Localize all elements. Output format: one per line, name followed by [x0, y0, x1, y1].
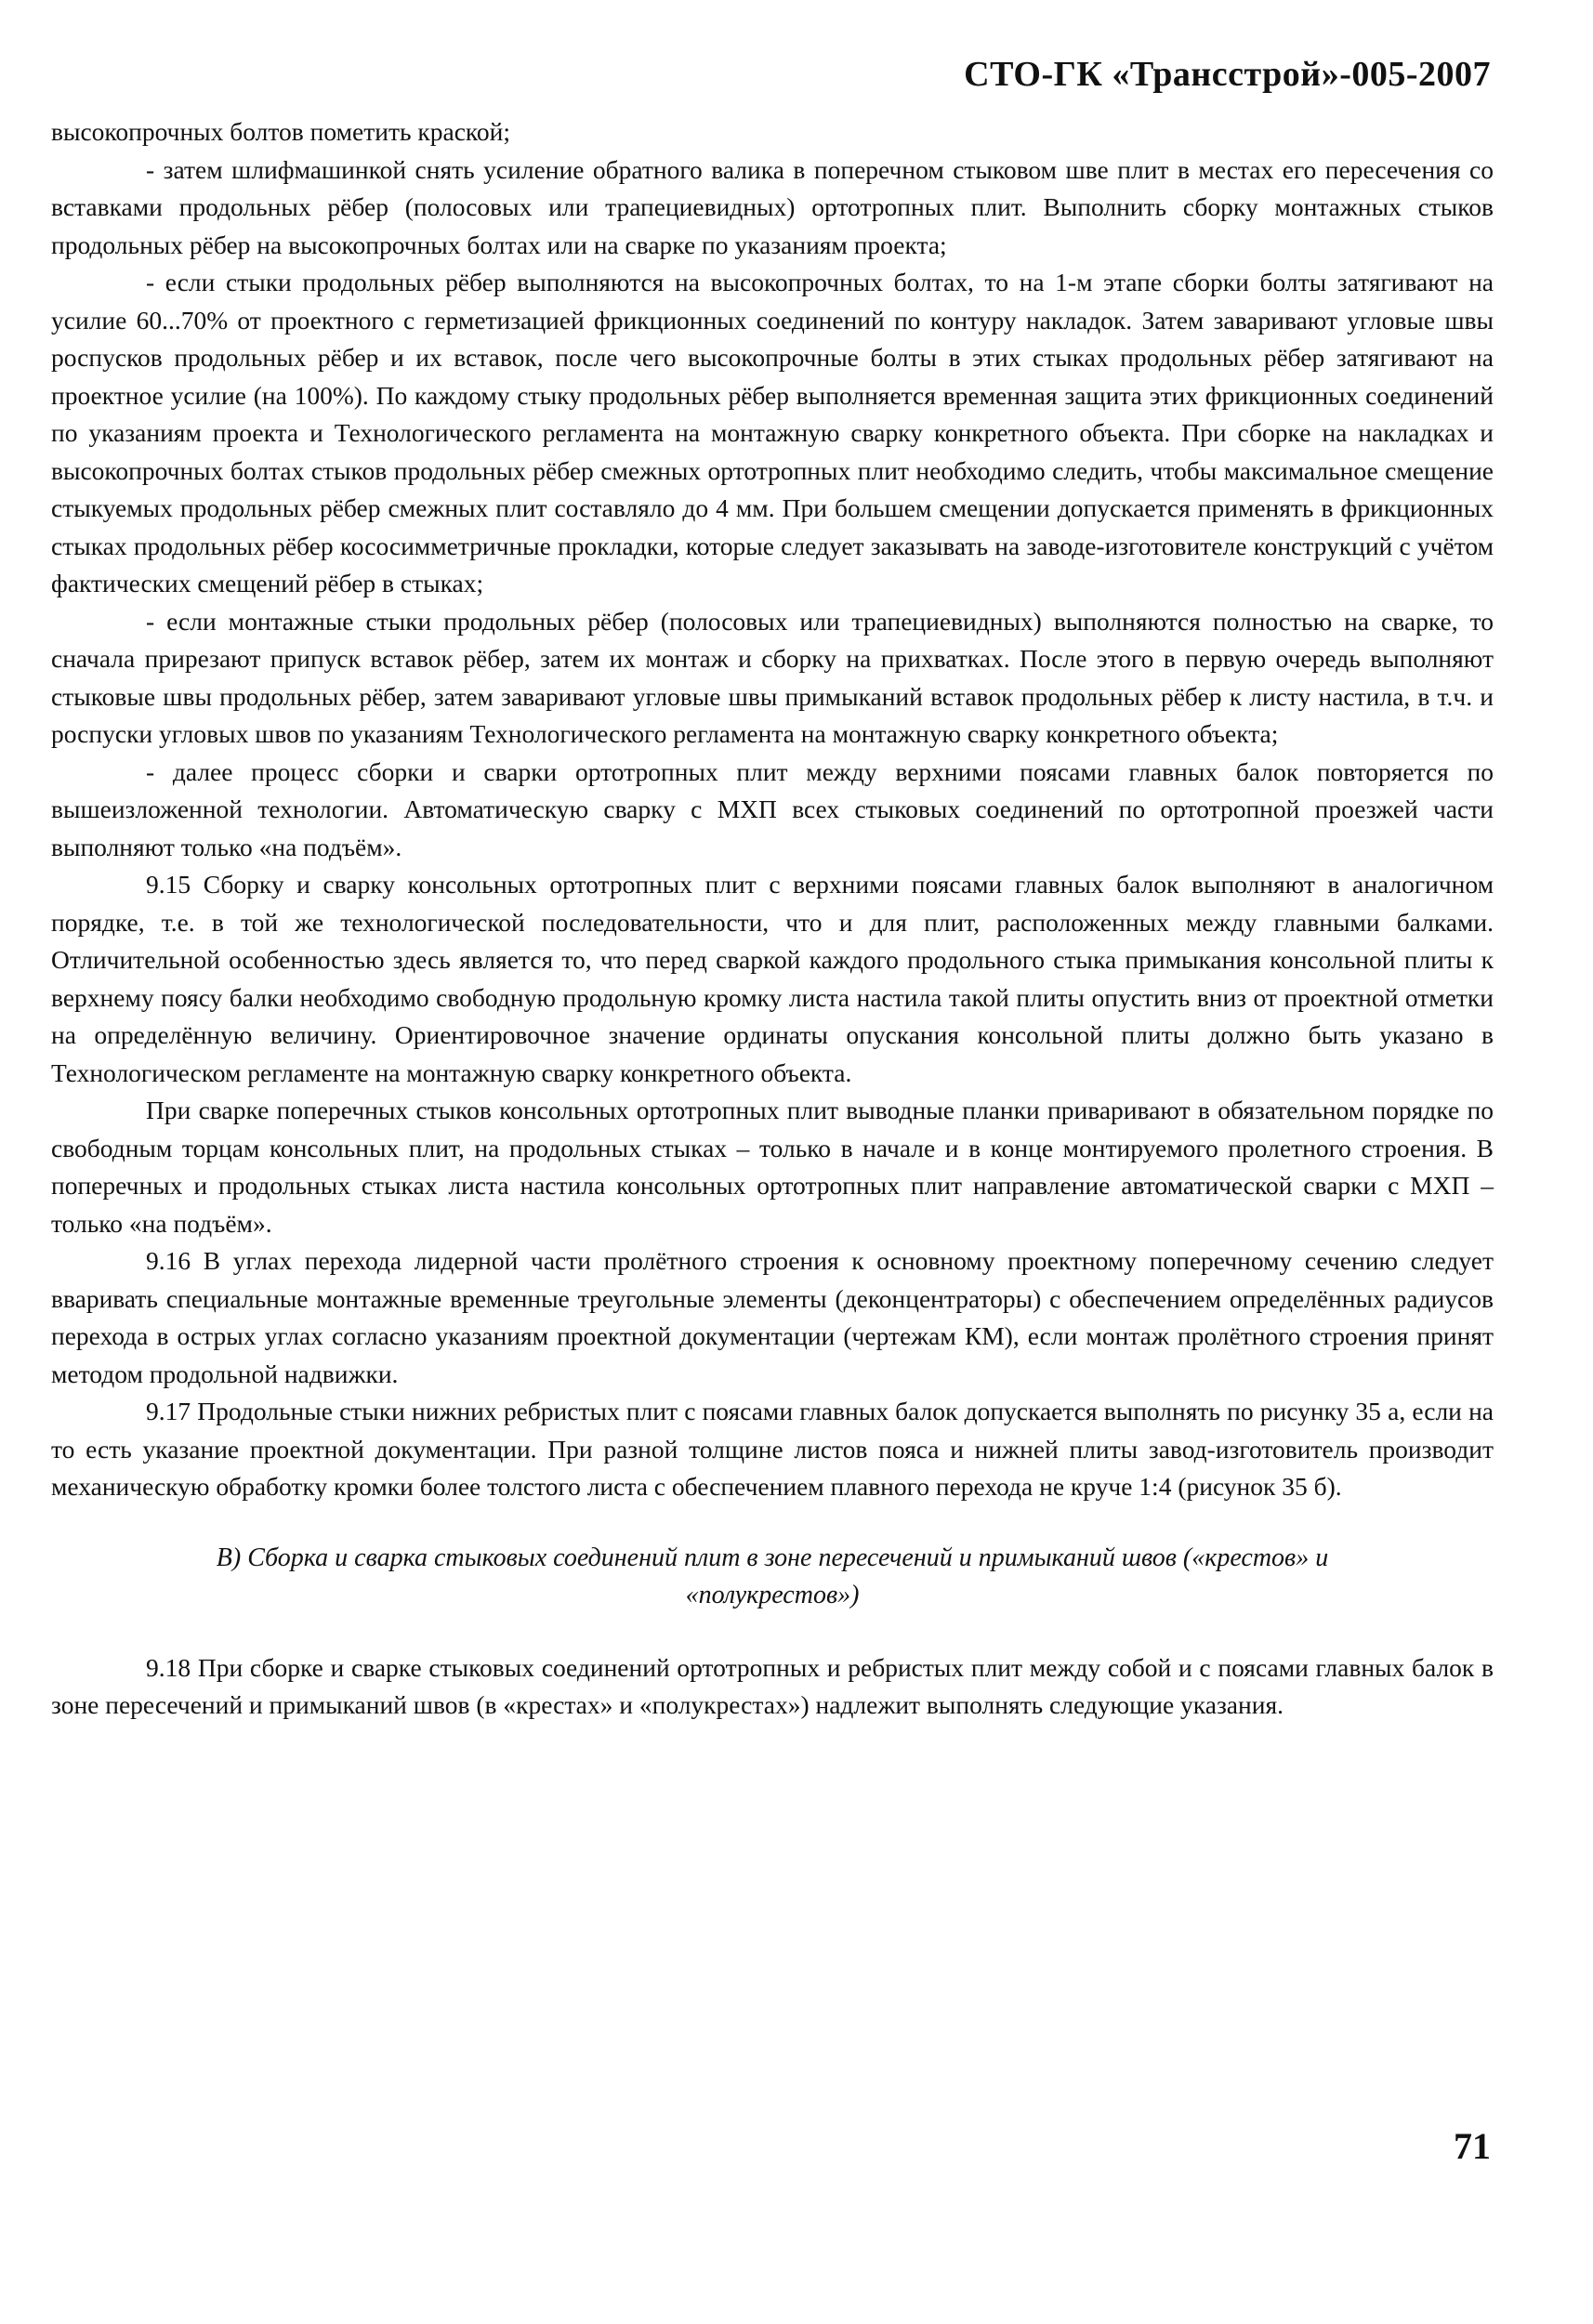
paragraph-9-18: 9.18 При сборке и сварке стыковых соединений ортотропных и ребристых плит между собой и с поясами главных балок в зоне пересечений и примыканий швов (в «крестах» и «полукрестах») надлежит выполнять следующие указания.	[51, 1652, 1494, 1719]
body-text	[51, 113, 1494, 1725]
paragraph-list-item: - если стыки продольных рёбер выполняются на высокопрочных болтах, то на 1-м этапе сборки болты затягивают на усилие 60...70% от проектного с герметизацией фрикционных соединений по контуру накладок. Затем заваривают угловые швы роспусков продольных рёбер и их вставок, после чего высокопрочные болты в этих стыках продольных рёбер затягивают на проектное усилие (на 100%). По каждому стыку продольных рёбер выполняется временная защита этих фрикционных соединений по указаниям проекта и Технологического регламента на монтажную сварку конкретного объекта. При сборке на накладках и высокопрочных болтах стыков продольных рёбер смежных ортотропных плит необходимо следить, чтобы максимальное смещение стыкуемых продольных рёбер смежных плит составляло до 4 мм. При большем смещении допускается применять в фрикционных стыках продольных рёбер кососимметричные прокладки, которые следует заказывать на заводе-изготовителе конструкций с учётом фактических смещений рёбер в стыках;	[51, 268, 1494, 597]
paragraph-list-item: - если монтажные стыки продольных рёбер (полосовых или трапециевидных) выполняются полностью на сварке, то сначала прирезают припуск вставок рёбер, затем их монтаж и сборку на прихватках. После этого в первую очередь выполняют стыковые швы продольных рёбер, затем заваривают угловые швы примыканий вставок продольных рёбер к листу настила, в т.ч. и роспуски угловых швов по указаниям Технологического регламента на монтажную сварку конкретного объекта;	[51, 606, 1494, 748]
paragraph-9-16: 9.16 В углах перехода лидерной части пролётного строения к основному проектному поперечному сечению следует вваривать специальные монтажные временные треугольные элементы (деконцентраторы) с обеспечением определённых радиусов перехода в острых углах согласно указаниям проектной документации (чертежам КМ), если монтаж пролётного строения принят методом продольной надвижки.	[51, 1246, 1494, 1388]
paragraph-9-15: 9.15 Сборку и сварку консольных ортотропных плит с верхними поясами главных балок выполняют в аналогичном порядке, т.е. в той же технологической последовательности, что и для плит, расположенных между главными балками. Отличительной особенностью здесь является то, что перед сваркой каждого продольного стыка примыкания консольной плиты к верхнему поясу балки необходимо свободную продольную кромку листа настила такой плиты опустить вниз от проектной отметки на определённую величину. Ориентировочное значение ординаты опускания консольной плиты должно быть указано в Технологическом регламенте на монтажную сварку конкретного объекта.	[51, 870, 1494, 1087]
paragraph-continuation: высокопрочных болтов пометить краской;	[51, 117, 510, 146]
paragraph-list-item: - далее процесс сборки и сварки ортотропных плит между верхними поясами главных балок повторяется по вышеизложенной технологии. Автоматическую сварку с МХП всех стыковых соединений по ортотропной проезжей части выполняют только «на подъём».	[51, 756, 1494, 861]
paragraph-list-item: - затем шлифмашинкой снять усиление обратного валика в поперечном стыковом шве плит в местах его пересечения со вставками продольных рёбер (полосовых или трапециевидных) ортотропных плит. Выполнить сборку монтажных стыков продольных рёбер на высокопрочных болтах или на сварке по указаниям проекта;	[51, 154, 1494, 259]
section-heading: В) Сборка и сварка стыковых соединений плит в зоне пересечений и примыканий швов («крестов» и «полукрестов»)	[216, 1543, 1329, 1609]
paragraph-9-17: 9.17 Продольные стыки нижних ребристых плит с поясами главных балок допускается выполнять по рисунку 35 а, если на то есть указание проектной документации. При разной толщине листов пояса и нижней плиты завод-изготовитель производит механическую обработку кромки более толстого листа с обеспечением плавного перехода не круче 1:4 (рисунок 35 б).	[51, 1397, 1494, 1501]
document-header-title: СТО-ГК «Трансстрой»-005-2007	[964, 55, 1491, 94]
paragraph-consoles: При сварке поперечных стыков консольных ортотропных плит выводные планки приваривают в обязательном порядке по свободным торцам консольных плит, на продольных стыках – только в начале и в конце монтируемого пролетного строения. В поперечных и продольных стыках листа настила консольных ортотропных плит направление автоматической сварки с МХП – только «на подъём».	[51, 1096, 1494, 1238]
page-number: 71	[1454, 2125, 1491, 2167]
